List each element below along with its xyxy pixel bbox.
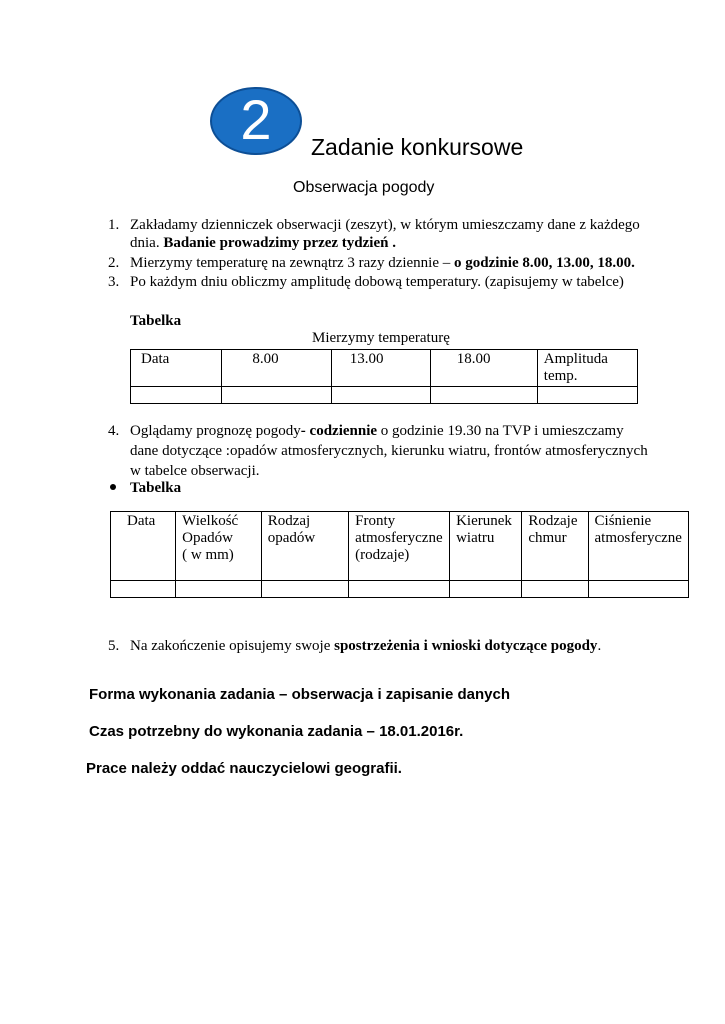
item-1-line-2: dnia. Badanie prowadzimy przez tydzień . xyxy=(130,235,396,251)
table-cell[interactable] xyxy=(131,387,222,404)
header-pressure: Ciśnienie atmosferyczne xyxy=(588,512,688,581)
list-item-2: 2. xyxy=(108,255,120,271)
table-cell[interactable] xyxy=(176,581,262,598)
header-data: Data xyxy=(111,512,176,581)
table-cell[interactable] xyxy=(430,387,537,404)
header-13: 13.00 xyxy=(331,350,430,387)
item-2-text: Mierzymy temperaturę na zewnątrz 3 razy dziennie – o godzinie 8.00, 13.00, 18.00. xyxy=(130,255,635,271)
item-5-text: Na zakończenie opisujemy swoje spostrzeżenia i wnioski dotyczące pogody. xyxy=(130,638,602,654)
table-row xyxy=(111,512,689,581)
number-badge-icon xyxy=(210,87,302,155)
weather-table xyxy=(110,511,689,598)
header-amplitude: Amplituda temp. xyxy=(537,350,637,387)
table-row xyxy=(111,581,689,598)
table-cell[interactable] xyxy=(522,581,588,598)
header-wind-direction: Kierunek wiatru xyxy=(450,512,522,581)
table-cell[interactable] xyxy=(537,387,637,404)
item-4-line-3: w tabelce obserwacji. xyxy=(130,463,260,479)
page-title: Zadanie konkursowe xyxy=(311,134,524,160)
table-1-caption: Mierzymy temperaturę xyxy=(312,330,450,346)
table-2-label: Tabelka xyxy=(130,480,182,496)
page-subtitle: Obserwacja pogody xyxy=(293,179,435,196)
list-item-1 xyxy=(108,216,119,234)
deadline: Czas potrzebny do wykonania zadania – 18.01.2016r. xyxy=(89,723,464,740)
form-of-task: Forma wykonania zadania – obserwacja i zapisanie danych xyxy=(89,686,510,703)
table-cell[interactable] xyxy=(111,581,176,598)
header-fronts: Fronty atmosferyczne (rodzaje) xyxy=(349,512,450,581)
header-8: 8.00 xyxy=(222,350,331,387)
item-4-line-1: Oglądamy prognozę pogody- codziennie o godzinie 19.30 na TVP i umieszczamy xyxy=(130,423,624,439)
header-precipitation-type: Rodzaj opadów xyxy=(261,512,348,581)
table-row xyxy=(131,350,638,387)
table-cell[interactable] xyxy=(349,581,450,598)
submission-note: Prace należy oddać nauczycielowi geografii. xyxy=(86,760,402,777)
item-4-line-2: dane dotyczące :opadów atmosferycznych, kierunku wiatru, frontów atmosferycznych xyxy=(130,443,648,459)
table-cell[interactable] xyxy=(588,581,688,598)
temperature-table xyxy=(130,349,638,404)
bullet-icon xyxy=(110,484,116,490)
table-1-label: Tabelka xyxy=(130,313,182,329)
item-number: 1. xyxy=(108,217,120,233)
item-3-text: Po każdym dniu obliczmy amplitudę dobową temperatury. (zapisujemy w tabelce) xyxy=(130,274,624,290)
table-cell[interactable] xyxy=(450,581,522,598)
table-row xyxy=(131,387,638,404)
badge-number: 2 xyxy=(240,88,272,151)
item-1-line-1: Zakładamy dzienniczek obserwacji (zeszyt), w którym umieszczamy dane z każdego xyxy=(130,217,640,233)
table-cell[interactable] xyxy=(261,581,348,598)
list-item-3: 3. xyxy=(108,274,120,290)
table-cell[interactable] xyxy=(222,387,331,404)
table-cell[interactable] xyxy=(331,387,430,404)
header-clouds: Rodzaje chmur xyxy=(522,512,588,581)
header-data: Data xyxy=(131,350,222,387)
header-precipitation-amount: Wielkość Opadów ( w mm) xyxy=(176,512,262,581)
header-18: 18.00 xyxy=(430,350,537,387)
